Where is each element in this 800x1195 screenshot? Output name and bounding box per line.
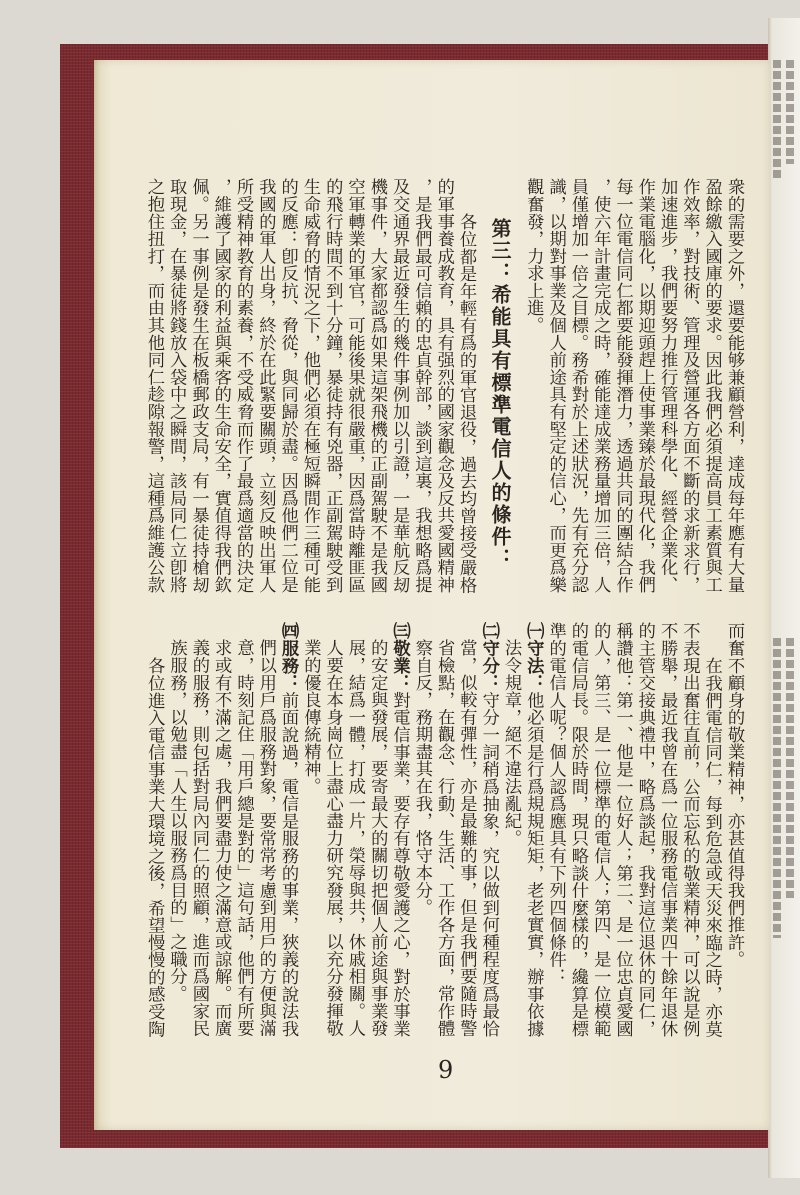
condition-text: 對電信事業，要存有尊敬愛護之心，對於事業 — [389, 691, 410, 1037]
text-column: 準的電信人呢？個人認爲應具有下列四個條件： — [545, 622, 566, 986]
text-column: 盈餘繳入國庫的要求。因此我們必須提高員工素質與工 — [701, 178, 722, 593]
condition-text: 他必須是行爲規規矩矩，老老實實，辦事依據 — [523, 691, 544, 1037]
text-column: 各位進入電信事業大環境之後，希望慢慢的感受陶 — [144, 656, 165, 1037]
text-column: 的安定與發展，要寄最大的關切把個人前途與事業發 — [367, 639, 388, 1037]
text-column — [522, 622, 544, 1040]
text-column: ，是我們最可信賴的忠貞幹部，談到這裏，我想略爲提 — [411, 178, 432, 593]
facing-page-text-bleed — [773, 638, 781, 938]
text-column: 衆的需要之外，還要能够兼顧營利，達成每年應有大量 — [724, 178, 744, 593]
text-column: 展，結爲一體，打成一片，榮辱與共，休戚相關。人 — [344, 639, 365, 1037]
text-column: 識，以期對事業及個人前途具有堅定的信心，而更爲樂 — [545, 178, 566, 593]
page-number: 9 — [438, 1056, 454, 1084]
text-column: 的軍事養成教育，具有强烈的國家觀念及反共愛國精神 — [433, 178, 454, 593]
condition-item-law-abiding — [500, 622, 545, 1040]
text-column — [388, 622, 410, 1040]
condition-item-dedication — [299, 622, 410, 1040]
text-column: 每一位電信同仁都要能發揮潛力，透過共同的團結合作 — [612, 178, 633, 593]
text-column: 稱讚他：第一、他是一位好人；第二、是一位忠貞愛國 — [612, 622, 633, 1037]
text-column: 的飛行時間不到十分鐘，暴徒持有兇器，正副駕駛受到 — [322, 178, 343, 593]
text-column: 在我們電信同仁，每到危急或天災來臨之時，亦莫 — [701, 656, 722, 1037]
facing-page-text-bleed — [786, 638, 794, 898]
text-column: 求或有不滿之處，我們要盡力使之滿意或諒解。而廣 — [211, 639, 232, 1037]
text-column: 取現金，在暴徒將錢放入袋中之瞬間，該局同仁立卽將 — [166, 178, 187, 593]
text-column: 之抱住扭打，而由其他同仁趁隙報警，這種爲維護公款 — [143, 178, 164, 593]
condition-text: 前面說過，電信是服務的事業，狹義的說法我 — [278, 691, 299, 1037]
text-column: 各位都是年輕有爲的軍官退役，過去均曾接受嚴格 — [456, 212, 477, 593]
text-column: 察自反，務期盡其在我，恪守本分。 — [411, 639, 432, 916]
condition-label: ㈡守分： — [478, 622, 499, 692]
text-column: 作效率，對技術、管理及營運各方面不斷的求新求行， — [679, 178, 700, 593]
text-column: 族服務，以勉盡「人生以服務爲目的」之職分。 — [166, 639, 187, 1003]
text-column: 不勝舉，最近我曾在爲一位服務電信事業四十餘年退休 — [657, 622, 678, 1037]
text-column: 們以用戶爲服務對象，要常常考慮到用戶的方便與滿 — [255, 639, 276, 1037]
condition-label: ㈣服務： — [278, 622, 299, 692]
text-column: 的人，第三、是一位標準的電信人；第四、是一位模範 — [590, 622, 611, 1037]
condition-label: ㈠守法： — [523, 622, 544, 692]
text-column — [477, 622, 499, 1040]
facing-page-edge — [768, 18, 800, 1178]
text-column: 所受精神教育的素養，不受威脅而作了最爲適當的決定 — [233, 178, 254, 593]
facing-page-text-bleed — [773, 60, 781, 178]
condition-item-service — [165, 622, 299, 1040]
text-column: 加速進步，我們要努力推行管理科學化、經營企業化、 — [657, 178, 678, 593]
section-heading: 第三：希能具有標準電信人的條件： — [488, 218, 513, 570]
text-column: 而奮不顧身的敬業精神，亦甚值得我們推許。 — [724, 622, 744, 968]
condition-label: ㈢敬業： — [389, 622, 410, 692]
text-column: 業的優良傳統精神。 — [300, 639, 321, 795]
condition-text: 守分一詞稍爲抽象，究以做到何種程度爲最恰 — [478, 691, 499, 1037]
text-column: 法令規章，絕不違法亂紀。 — [501, 639, 522, 847]
bottom-text-block — [141, 622, 745, 1040]
text-column: 人要在本身崗位上盡心盡力研究發展，以充分發揮敬 — [322, 639, 343, 1037]
text-column: 員僅增加一倍之目標。務希對於上述狀況，先有充分認 — [567, 178, 588, 593]
text-column: 意，時刻記住「用戶總是對的」這句話，他們有所要 — [233, 639, 254, 1037]
text-column: 觀奮發，力求上進。 — [523, 178, 544, 334]
facing-page-text-bleed — [786, 60, 794, 164]
top-text-block — [141, 178, 745, 596]
text-column: 我國的軍人出身，終於在此緊要關頭，立刻反映出軍人 — [255, 178, 276, 593]
text-column: 當，似較有彈性，亦是最難的事，但是我們要隨時警 — [456, 639, 477, 1037]
text-column: 機事件，大家都認爲如果這架飛機的正副駕駛不是我國 — [366, 178, 387, 593]
text-column: 生命威脅的情況之下，他們必須在極短瞬間作三種可能 — [299, 178, 320, 593]
text-column: ，維護了國家的利益與乘客的生命安全，實值得我們欽 — [210, 178, 231, 593]
text-column: 及交通界最近發生的幾件事例加以引證，一是華航反刼 — [389, 178, 410, 593]
text-column: 義的服務，則包括對局內同仁的照顧，進而爲國家民 — [188, 639, 209, 1037]
text-column: 不表現出奮往直前，公而忘私的敬業精神，可以說是例 — [679, 622, 700, 1037]
text-column: 省檢點，在觀念、行動、生活、工作各方面，常作體 — [434, 639, 455, 1037]
condition-item-keeping-duty — [411, 622, 500, 1040]
text-column: 作業電腦化，以期迎頭趕上使事業臻於最現代化，我們 — [634, 178, 655, 593]
text-column: 的電信局長。限於時間，現只略談什麼樣的，纔算是標 — [567, 622, 588, 1037]
text-column: 佩。另一事例是發生在板橋郵政支局，有一暴徒持槍刼 — [188, 178, 209, 593]
text-column — [277, 622, 299, 1040]
text-column: 的主管交接典禮中，略爲談起，我對這位退休的同仁， — [634, 622, 655, 1037]
text-column: ，使六年計畫完成之時，確能達成業務量增加三倍，人 — [590, 178, 611, 593]
text-column: 的反應：卽反抗、脅從，與同歸於盡。因爲他們二位是 — [277, 178, 298, 593]
text-column: 空軍轉業的軍官，可能後果就很嚴重，因爲當時離匪區 — [344, 178, 365, 593]
